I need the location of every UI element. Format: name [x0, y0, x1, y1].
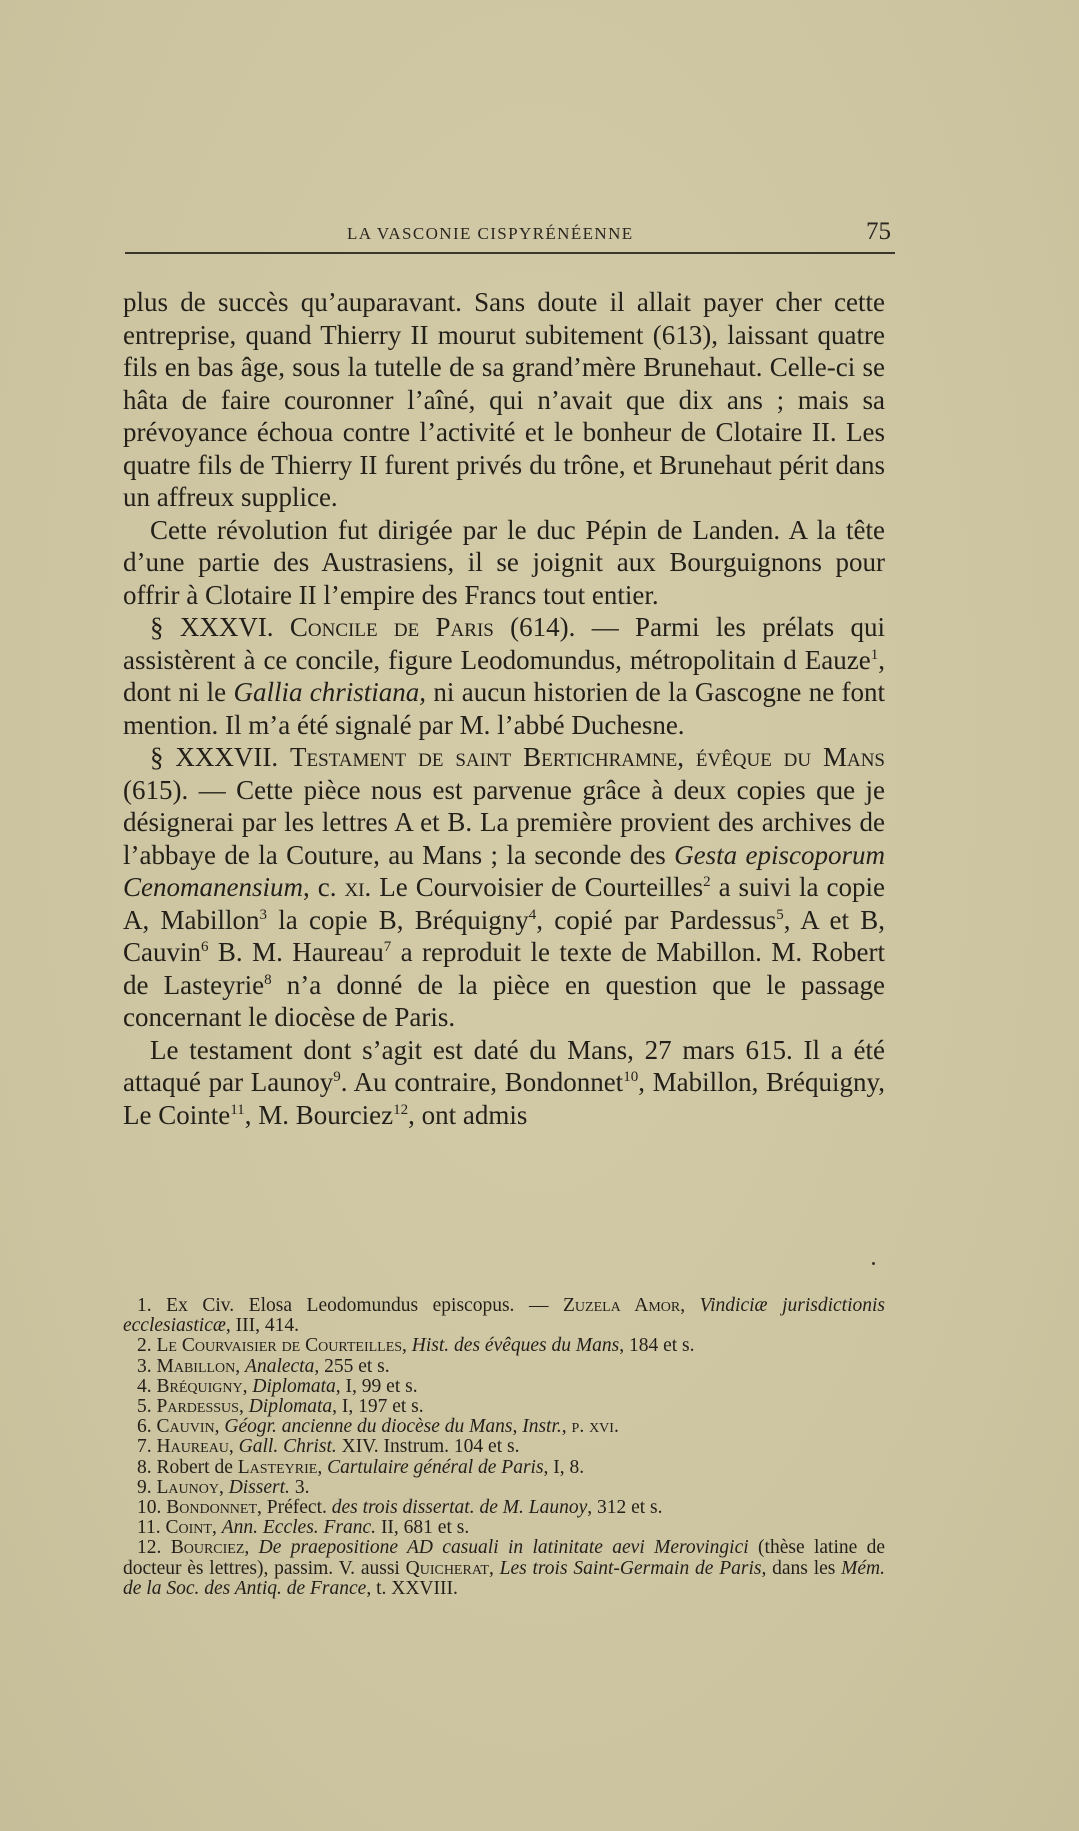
fn-author: Launoy [156, 1476, 219, 1498]
text: n’a donné de la pièce en question que le passage concernant le diocèse de Paris. [123, 969, 885, 1032]
footnote-ref-11[interactable]: 11 [230, 1101, 245, 1118]
fn-number: 6. [137, 1416, 152, 1438]
fn-text: , [218, 1476, 229, 1498]
section-number: § XXXVII. [150, 742, 279, 772]
fn-text: , [235, 1355, 246, 1377]
footnote-12 [123, 1538, 885, 1599]
fn-text: , III, 414. [225, 1315, 299, 1337]
text: , Mabillon, Bréquigny, Le Cointe [123, 1067, 885, 1130]
fn-title: Dissert. [228, 1476, 290, 1498]
text: , A et B, Cauvin [123, 904, 886, 967]
fn-text: , 184 et s. [619, 1335, 695, 1357]
fn-text: , I, 8. [543, 1456, 585, 1478]
footnote-9 [123, 1478, 885, 1498]
italic-title: Gallia christiana, [233, 677, 427, 707]
fn-author: Quicherat [405, 1557, 489, 1579]
fn-title: Gall. Christ. [238, 1436, 337, 1458]
paragraph-2: Cette révolution fut dirigée par le duc Pépin de Landen. A la tête d’une partie des Austrasiens, il se joignit aux Bourguignons pour offrir à Clotaire II l’empire des Francs tout entier. [123, 514, 885, 610]
fn-text: , [238, 1396, 249, 1418]
fn-author: Haureau [156, 1436, 229, 1458]
fn-author: Le Courvaisier de Courteilles [156, 1335, 403, 1357]
footnote-ref-5[interactable]: 5 [776, 906, 784, 923]
text: — Parmi les prélats qui assistèrent à ce concile, figure Leodomundus, métropolitain d Eauze [123, 612, 885, 675]
footnote-ref-8[interactable]: 8 [264, 971, 272, 988]
fn-text: , [402, 1335, 412, 1357]
fn-number: 9. [137, 1476, 152, 1498]
text: . Le Courvoisier de Courteilles [364, 872, 704, 902]
fn-number: 4. [137, 1375, 152, 1397]
fn-number: 7. [137, 1436, 152, 1458]
footnote-8 [123, 1458, 885, 1478]
fn-title: Diplomata [252, 1375, 336, 1397]
fn-number: 1. [137, 1295, 152, 1316]
footnote-7 [123, 1437, 885, 1457]
fn-text: , I, 99 et s. [335, 1375, 418, 1397]
footnote-1 [123, 1296, 885, 1336]
fn-text: , [242, 1375, 253, 1397]
footnote-ref-6[interactable]: 6 [201, 939, 209, 955]
text: , c. [302, 872, 345, 902]
footnote-3 [123, 1357, 885, 1377]
fn-text: , [317, 1456, 328, 1478]
section-year: (614). [510, 612, 576, 642]
fn-title: Diplomata [248, 1396, 333, 1418]
print-speck [872, 1262, 875, 1265]
page-number: 75 [866, 218, 891, 245]
footnote-ref-9[interactable]: 9 [333, 1069, 341, 1085]
paragraph-1: plus de succès qu’auparavant. Sans doute il allait payer cher cette entreprise, quand Thierry II mourut subitement (613), laissant quatre fils en bas âge, sous la tutelle de sa grand’mère Brunehaut. Celle-ci se hâta de faire couronner l’aîné, qui n’avait que dix ans ; mais sa prévoyance échoua contre l’activité et le bonheur de Clotaire II. Les quatre fils de Thierry II furent privés du trône, et Brunehaut périt dans un affreux supplice. [123, 287, 885, 512]
fn-author: Lasteyrie [237, 1456, 318, 1478]
footnote-ref-10[interactable]: 10 [623, 1069, 639, 1085]
footnote-6 [123, 1417, 885, 1437]
fn-text: , 312 et s. [587, 1497, 663, 1519]
text: a suivi la copie A, Mabillon [123, 872, 885, 935]
footnote-10 [123, 1498, 885, 1518]
text: — Cette pièce nous est parvenue grâce à deux copies que je désignerai par les lettres A et B. La première provient des archives de l’abbaye de la Couture, au Mans ; la seconde des [123, 774, 885, 870]
footnote-11 [123, 1518, 885, 1538]
footnotes [123, 1296, 885, 1599]
chapter-ref: xi [344, 872, 365, 902]
fn-text: II, 681 et s. [376, 1517, 470, 1539]
main-text [123, 286, 885, 1131]
italic-title: Gesta episcoporum Cenomanensium [123, 839, 885, 902]
fn-author: Mabillon [156, 1355, 236, 1377]
fn-title: Analecta [245, 1355, 315, 1377]
fn-text [161, 1537, 170, 1558]
text: ni aucun historien de la Gascogne ne font mention. Il m’a été signalé par M. l’abbé Duchesne. [123, 677, 886, 740]
fn-text: , [211, 1517, 222, 1539]
fn-author: Cauvin [156, 1416, 215, 1438]
text: . Au contraire, Bondonnet [340, 1067, 624, 1097]
text: la copie B, Bréquigny [267, 904, 529, 935]
fn-text: , dans les [761, 1557, 842, 1579]
text: , ont admis [408, 1099, 528, 1130]
fn-text: , [244, 1537, 259, 1559]
text: Le testament dont s’agit est daté du Mans, 27 mars 615. Il a été attaqué par Launoy [123, 1034, 885, 1097]
fn-number: 3. [137, 1355, 152, 1377]
fn-title: De praepositione AD casuali in latinitate aevi Merovingici [258, 1537, 749, 1559]
fn-text: , p. xvi. [561, 1416, 619, 1438]
fn-author: Pardessus [156, 1396, 239, 1418]
fn-text: , t. XXVIII. [366, 1577, 458, 1599]
fn-text: XIV. Instrum. 104 et s. [336, 1436, 520, 1458]
fn-text: Ex Civ. Elosa Leodomundus episcopus. — [151, 1295, 563, 1316]
fn-text: , I, 197 et s. [332, 1396, 424, 1418]
section-heading: Testament de saint Bertichramne, évêque du Mans [289, 742, 885, 772]
fn-title: Vindiciæ jurisdictionis ecclesiasticæ [123, 1295, 885, 1337]
fn-number: 12. [137, 1537, 162, 1559]
text: , copié par Pardessus [536, 904, 777, 935]
fn-number: 11. [137, 1517, 161, 1539]
footnote-2 [123, 1336, 885, 1356]
fn-text: 3. [289, 1476, 310, 1498]
section-xxxvii [123, 741, 885, 1034]
text: B. M. Haureau [208, 937, 384, 967]
fn-number: 2. [137, 1335, 152, 1357]
running-head-title: LA VASCONIE CISPYRÉNÉENNE [347, 224, 634, 243]
section-number: § XXXVI. [150, 612, 274, 642]
fn-title: Mém. de la Soc. des Antiq. de France [123, 1557, 886, 1599]
footnote-4 [123, 1377, 885, 1397]
section-heading: Concile de Paris [289, 612, 494, 642]
fn-text: (thèse latine de docteur ès lettres), passim. V. aussi [123, 1537, 886, 1579]
footnote-5 [123, 1397, 885, 1417]
footnote-ref-7[interactable]: 7 [383, 939, 392, 955]
fn-author: Bondonnet [166, 1497, 258, 1519]
fn-author: Bréquigny [156, 1375, 243, 1397]
fn-text: , 255 et s. [314, 1355, 390, 1377]
paragraph-5 [123, 1034, 885, 1132]
fn-text: , [228, 1436, 239, 1458]
fn-author: Coint [165, 1517, 212, 1539]
fn-text: , Préfect. [257, 1497, 332, 1519]
fn-author: Bourciez [170, 1537, 245, 1559]
footnote-ref-12[interactable]: 12 [393, 1101, 409, 1118]
fn-author: Zuzela Amor [563, 1295, 681, 1316]
fn-number: 5. [137, 1396, 152, 1418]
footnote-ref-3[interactable]: 3 [259, 906, 268, 923]
section-year: (615). [123, 774, 189, 805]
fn-text: , [214, 1416, 225, 1438]
fn-text: Robert de [151, 1456, 238, 1478]
fn-text: , [488, 1557, 500, 1579]
footnote-ref-2[interactable]: 2 [703, 874, 711, 890]
section-xxxvi [123, 611, 885, 741]
fn-title: Les trois Saint-Germain de Paris [499, 1557, 762, 1579]
fn-title: Ann. Eccles. Franc. [221, 1517, 377, 1539]
fn-title: des trois dissertat. de M. Launoy [331, 1497, 588, 1519]
fn-text: , [680, 1295, 700, 1316]
footnote-ref-1[interactable]: 1 [870, 646, 879, 663]
fn-number: 8. [137, 1456, 152, 1478]
fn-title: Cartulaire général de Paris [327, 1456, 544, 1478]
fn-title: Hist. des évêques du Mans [411, 1335, 620, 1357]
running-head [125, 218, 895, 254]
fn-number: 10. [137, 1497, 162, 1519]
footnote-ref-4[interactable]: 4 [528, 906, 537, 923]
text: , dont ni le [123, 644, 885, 707]
text: a reproduit le texte de Mabillon. M. Robert de Lasteyrie [123, 937, 885, 1000]
fn-title: Géogr. ancienne du diocèse du Mans, Instr. [224, 1416, 562, 1438]
text: , M. Bourciez [244, 1099, 394, 1130]
